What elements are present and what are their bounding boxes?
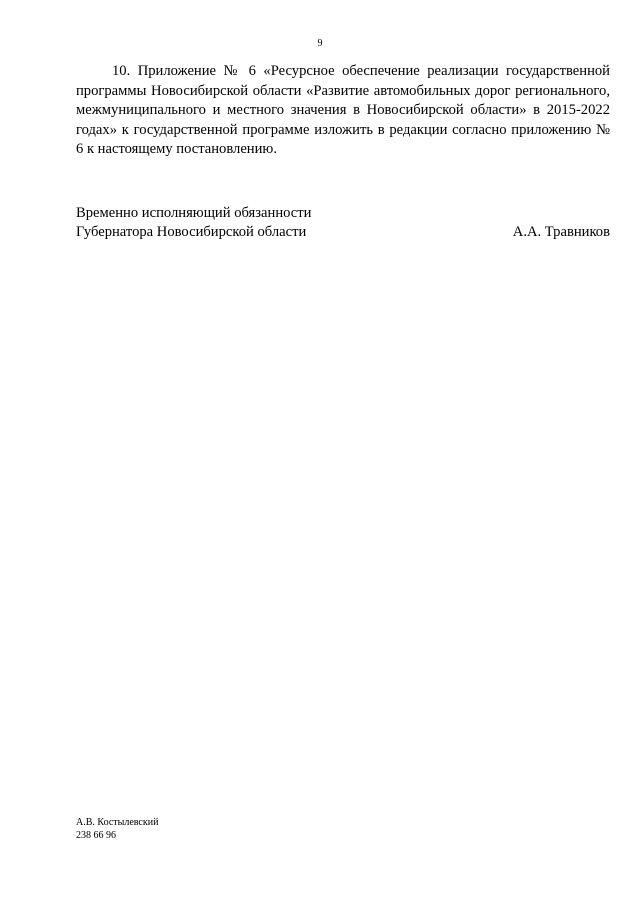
signature-line <box>76 223 610 242</box>
signatory-name: А.А. Травников <box>512 224 610 240</box>
signature-position-line-1: Временно исполняющий обязанности <box>76 205 312 221</box>
body-paragraph: 10. Приложение № 6 «Ресурсное обеспечение реализации государственной программы Новосибирской области «Развитие автомобильных дорог регионального, межмуниципального и местного значения в Новосибирской области» в 2015-2022 годах» к государственной программе изложить в редакции согласно приложению № 6 к настоящему постановлению. <box>76 63 610 158</box>
executor-phone: 238 66 96 <box>76 829 116 841</box>
executor-name: А.В. Костылевский <box>76 817 159 828</box>
signature-block <box>76 204 610 242</box>
page-number: 9 <box>317 38 323 49</box>
signature-position-line-2: Губернатора Новосибирской области <box>76 224 307 240</box>
executor-footer <box>76 817 158 842</box>
